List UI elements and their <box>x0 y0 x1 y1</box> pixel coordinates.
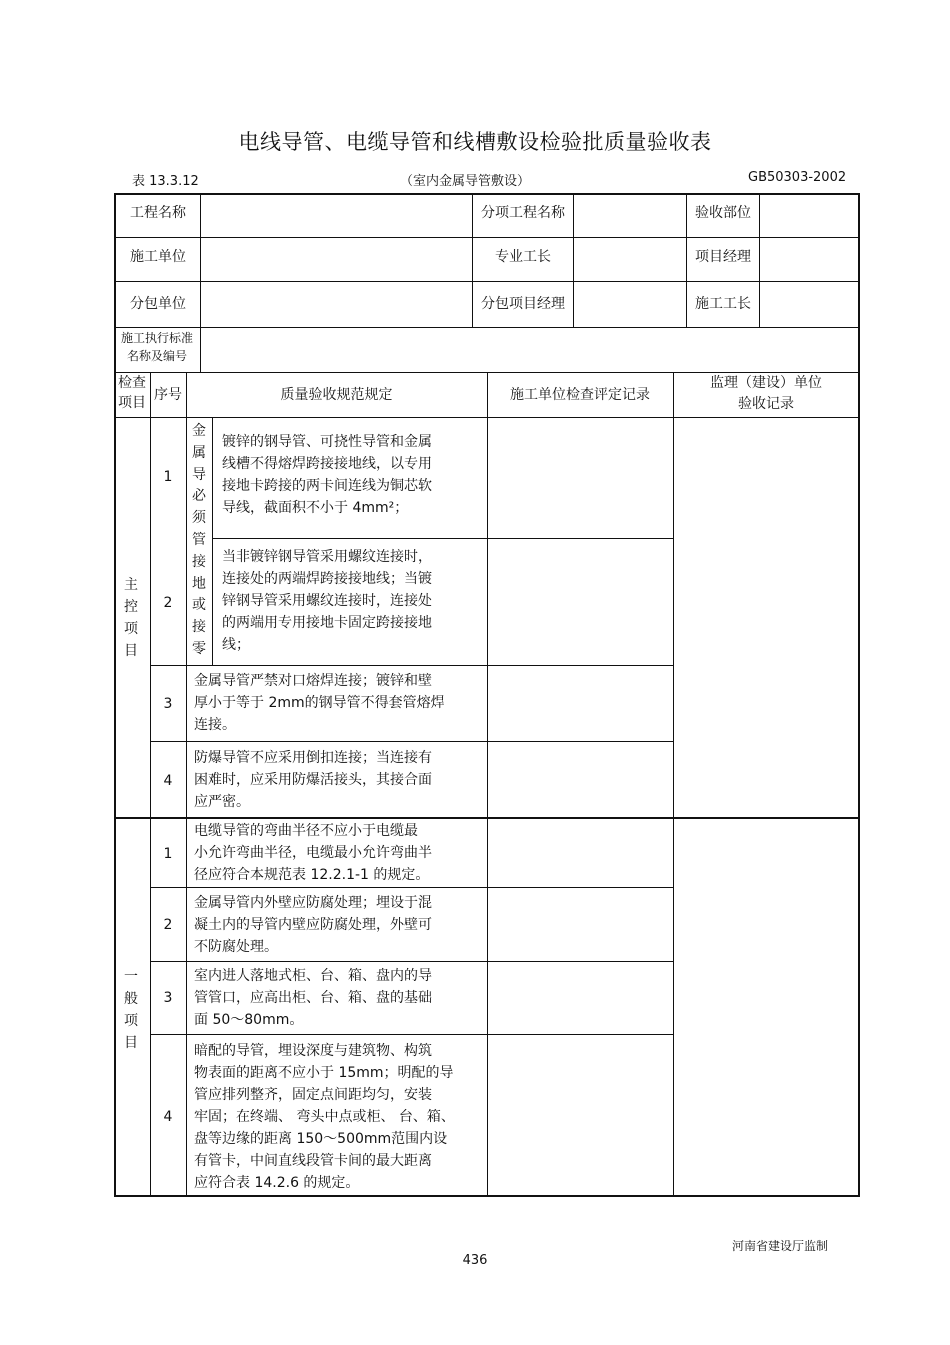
seq-header: 序号 <box>154 387 182 403</box>
main-row-4-text: 防爆导管不应采用倒扣连接；当连接有 困难时，应采用防爆活接头，其接合面 应严密。 <box>194 750 432 810</box>
sub-project-name-label: 分项工程名称 <box>481 205 565 221</box>
general-row-3-no: 3 <box>163 990 173 1006</box>
general-row-2-no: 2 <box>163 917 173 933</box>
construction-foreman-label: 施工工长 <box>695 296 751 312</box>
acceptance-part-label: 验收部位 <box>695 205 751 221</box>
main-row-3-no: 3 <box>163 696 173 712</box>
construction-unit-label: 施工单位 <box>130 249 186 265</box>
main-row-3-text: 金属导管严禁对口熔焊连接；镀锌和壁 厚小于等于 2mm的钢导管不得套管熔焊 连接。 <box>194 673 445 733</box>
general-row-1-no: 1 <box>163 846 173 862</box>
project-name-label: 工程名称 <box>130 205 186 221</box>
main-row-1-no: 1 <box>163 469 173 485</box>
grounding-group-label: 金 属 导 必 须 管 接 地 或 接 零 <box>192 423 206 657</box>
general-items-label: 一 般 项 目 <box>124 969 138 1051</box>
general-row-2-text: 金属导管内外壁应防腐处理；埋设于混 凝土内的导管内壁应防腐处理，外壁可 不防腐处理。 <box>194 895 432 955</box>
page-title: 电线导管、电缆导管和线槽敷设检验批质量验收表 <box>238 130 712 154</box>
main-row-2-no: 2 <box>163 595 173 611</box>
general-row-4-text: 暗配的导管，埋设深度与建筑物、构筑 物表面的距离不应小于 15mm；明配的导 管应排列整齐，固定点间距均匀，安装 牢固；在终端、 弯头中点或柜、 台、箱、 盘等边缘的距离 150～500mm范围内设 有管卡，中间直线段管卡间的最大距离 应符合表 14.2.6 的规定。 <box>194 1043 455 1191</box>
project-manager-label: 项目经理 <box>695 249 751 265</box>
contractor-record-header: 施工单位检查评定记录 <box>510 387 650 403</box>
foreman-label: 专业工长 <box>495 249 551 265</box>
supervisor-header: 监理（建设）单位 验收记录 <box>710 375 822 412</box>
main-items-label: 主 控 项 目 <box>124 577 138 659</box>
sub-project-manager-label: 分包项目经理 <box>481 296 565 312</box>
subtitle: （室内金属导管敷设） <box>400 174 531 189</box>
spec-header: 质量验收规范规定 <box>280 387 393 403</box>
general-row-3-text: 室内进人落地式柜、台、箱、盘内的导 管管口，应高出柜、台、箱、盘的基础 面 50～80mm。 <box>194 968 432 1028</box>
check-item-header: 检查 项目 <box>118 375 146 411</box>
footer-issuer: 河南省建设厅监制 <box>732 1239 829 1253</box>
general-row-1-text: 电缆导管的弯曲半径不应小于电缆最 小允许弯曲半径，电缆最小允许弯曲半 径应符合本规范表 12.2.1-1 的规定。 <box>194 823 432 883</box>
main-row-2-text: 当非镀锌钢导管采用螺纹连接时， 连接处的两端焊跨接接地线；当镀 锌钢导管采用螺纹连接时，连接处 的两端用专用接地卡固定跨接接地 线； <box>222 549 432 653</box>
subcontractor-label: 分包单位 <box>130 296 186 312</box>
general-row-4-no: 4 <box>163 1109 173 1125</box>
standard-name-label: 施工执行标准 名称及编号 <box>120 331 193 363</box>
standard-code: GB50303-2002 <box>748 170 847 185</box>
page-number: 436 <box>462 1253 488 1268</box>
table-number: 表 13.3.12 <box>132 174 199 189</box>
main-row-4-no: 4 <box>163 773 173 789</box>
main-row-1-text: 镀锌的钢导管、可挠性导管和金属 线槽不得熔焊跨接接地线，以专用 接地卡跨接的两卡间连线为铜芯软 导线，截面积不小于 4mm²； <box>222 434 432 516</box>
